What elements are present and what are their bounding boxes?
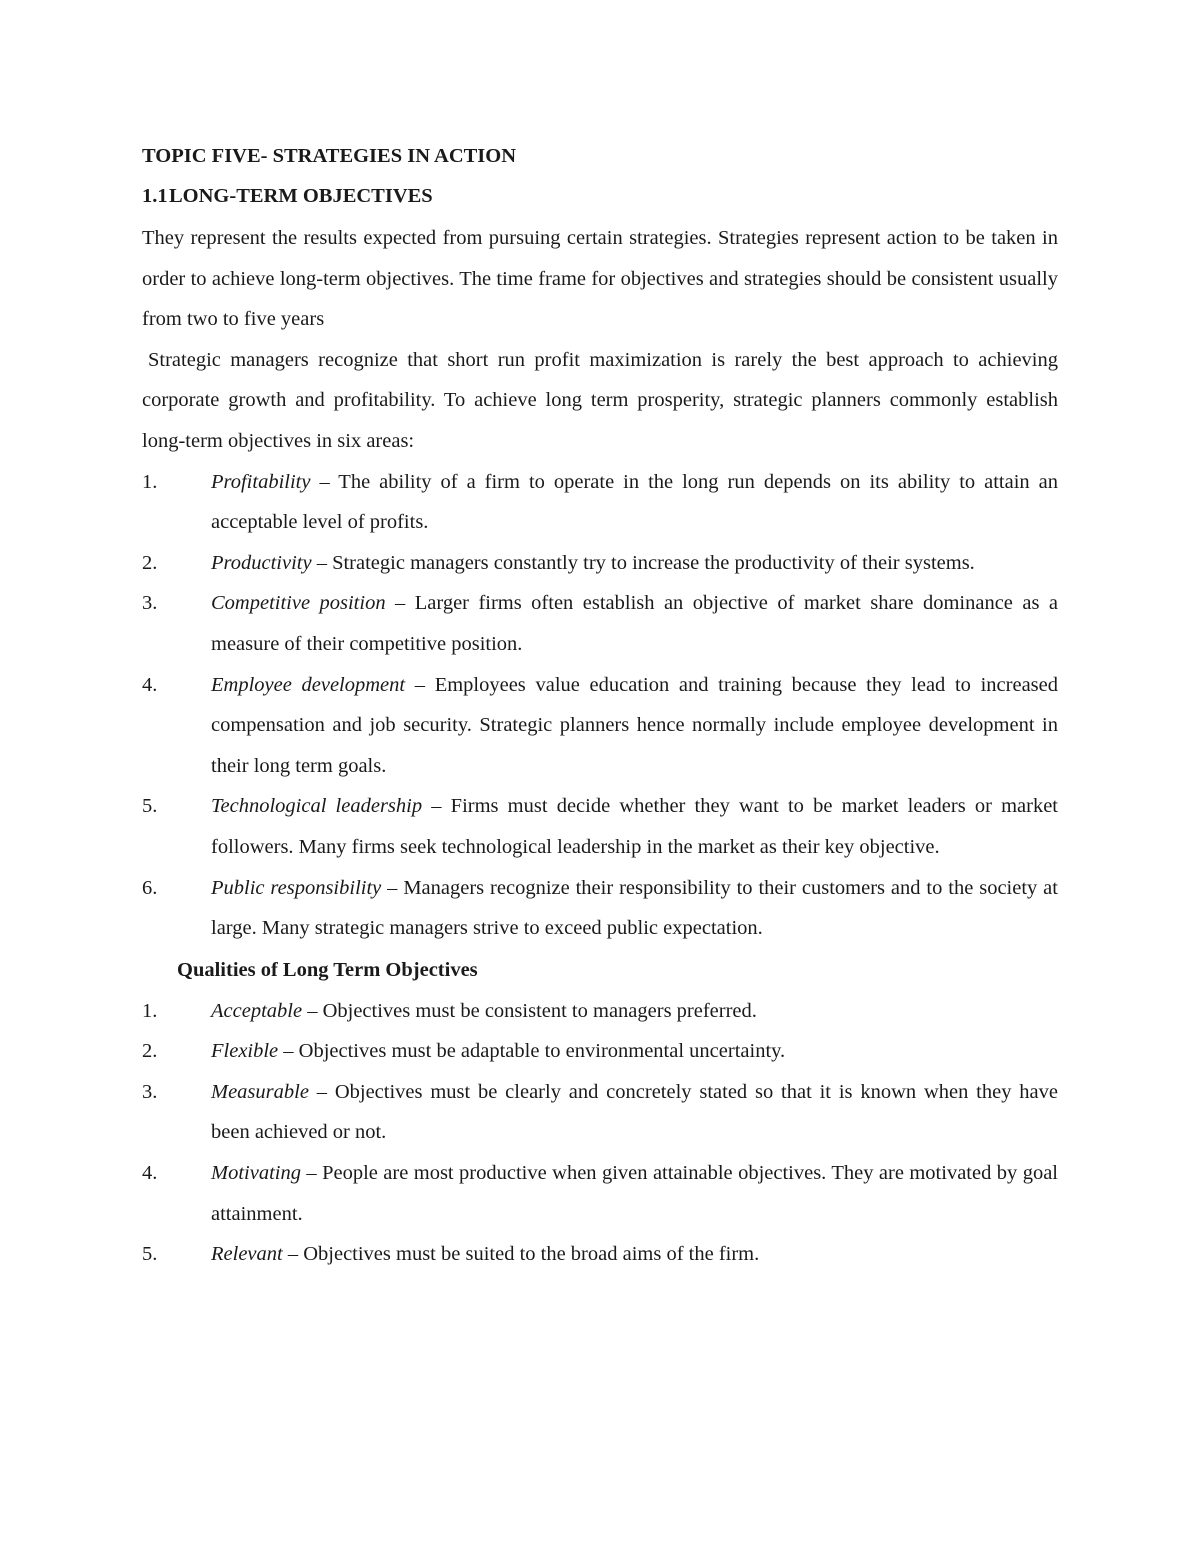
document-title: TOPIC FIVE- STRATEGIES IN ACTION <box>142 145 517 167</box>
list-text: – The ability of a firm to operate in the long run depends on its ability to attain an acceptable level of profits. <box>211 470 1058 534</box>
list-item <box>142 1031 1058 1072</box>
list-term: Productivity <box>211 551 312 574</box>
list-term: Competitive position <box>211 592 386 615</box>
list-item <box>142 868 1058 949</box>
list-text: – Managers recognize their responsibility to their customers and to the society at large. Many strategic managers strive to exceed public expectation. <box>211 876 1058 940</box>
list-term: Motivating <box>211 1162 301 1185</box>
list-item <box>142 665 1058 787</box>
list-term: Flexible <box>211 1040 279 1063</box>
list-number: 2. <box>142 551 158 574</box>
list-number: 2. <box>142 1040 158 1063</box>
qualities-list <box>142 991 1058 1275</box>
list-term: Employee development <box>211 673 406 696</box>
list-number: 3. <box>142 592 158 615</box>
list-number: 4. <box>142 673 158 696</box>
document-page <box>142 138 1058 1275</box>
list-term: Relevant <box>211 1243 283 1266</box>
managers-paragraph: Strategic managers recognize that short run profit maximization is rarely the best approach to achieving corporate growth and profitability. To achieve long term prosperity, strategic planners commonly establish long-term objectives in six areas: <box>142 348 1058 452</box>
list-number: 4. <box>142 1162 158 1185</box>
list-text: – Larger firms often establish an objective of market share dominance as a measure of their competitive position. <box>211 592 1058 655</box>
section-number: 1.1 <box>142 185 168 207</box>
list-item <box>142 991 1058 1032</box>
list-term: Technological leadership <box>211 795 423 818</box>
list-text: – Objectives must be adaptable to environmental uncertainty. <box>278 1040 786 1063</box>
list-text: – Strategic managers constantly try to increase the productivity of their systems. <box>311 551 975 574</box>
objective-areas-list <box>142 462 1058 949</box>
qualities-heading: Qualities of Long Term Objectives <box>177 958 478 981</box>
list-item <box>142 786 1058 867</box>
section-title-text: LONG-TERM OBJECTIVES <box>169 185 433 207</box>
list-number: 5. <box>142 1243 158 1266</box>
list-term: Profitability <box>211 470 311 493</box>
list-text: – Objectives must be consistent to managers preferred. <box>302 999 757 1022</box>
list-text: – Employees value education and training because they lead to increased compensation and job security. Strategic planners hence normally include employee development in their long term goals. <box>211 673 1058 777</box>
list-number: 3. <box>142 1080 158 1103</box>
list-item <box>142 1072 1058 1153</box>
list-term: Measurable <box>211 1080 309 1103</box>
list-number: 1. <box>142 470 158 493</box>
list-item <box>142 583 1058 664</box>
list-term: Public responsibility <box>211 876 382 899</box>
list-item <box>142 1153 1058 1234</box>
list-text: – Objectives must be suited to the broad aims of the firm. <box>282 1243 760 1266</box>
list-text: – Objectives must be clearly and concretely stated so that it is known when they have been achieved or not. <box>211 1080 1058 1144</box>
list-item <box>142 462 1058 543</box>
list-number: 6. <box>142 876 158 899</box>
list-number: 5. <box>142 795 158 818</box>
list-item <box>142 543 1058 584</box>
list-term: Acceptable <box>211 999 303 1022</box>
intro-paragraph: They represent the results expected from pursuing certain strategies. Strategies represent action to be taken in order to achieve long-term objectives. The time frame for objectives and strategies should be consistent usually from two to five years <box>142 227 1058 331</box>
list-item <box>142 1234 1058 1275</box>
list-text: – Firms must decide whether they want to be market leaders or market followers. Many firms seek technological leadership in the market as their key objective. <box>211 795 1059 858</box>
list-number: 1. <box>142 999 158 1022</box>
section-title <box>142 174 1058 218</box>
list-text: – People are most productive when given attainable objectives. They are motivated by goal attainment. <box>211 1162 1058 1225</box>
